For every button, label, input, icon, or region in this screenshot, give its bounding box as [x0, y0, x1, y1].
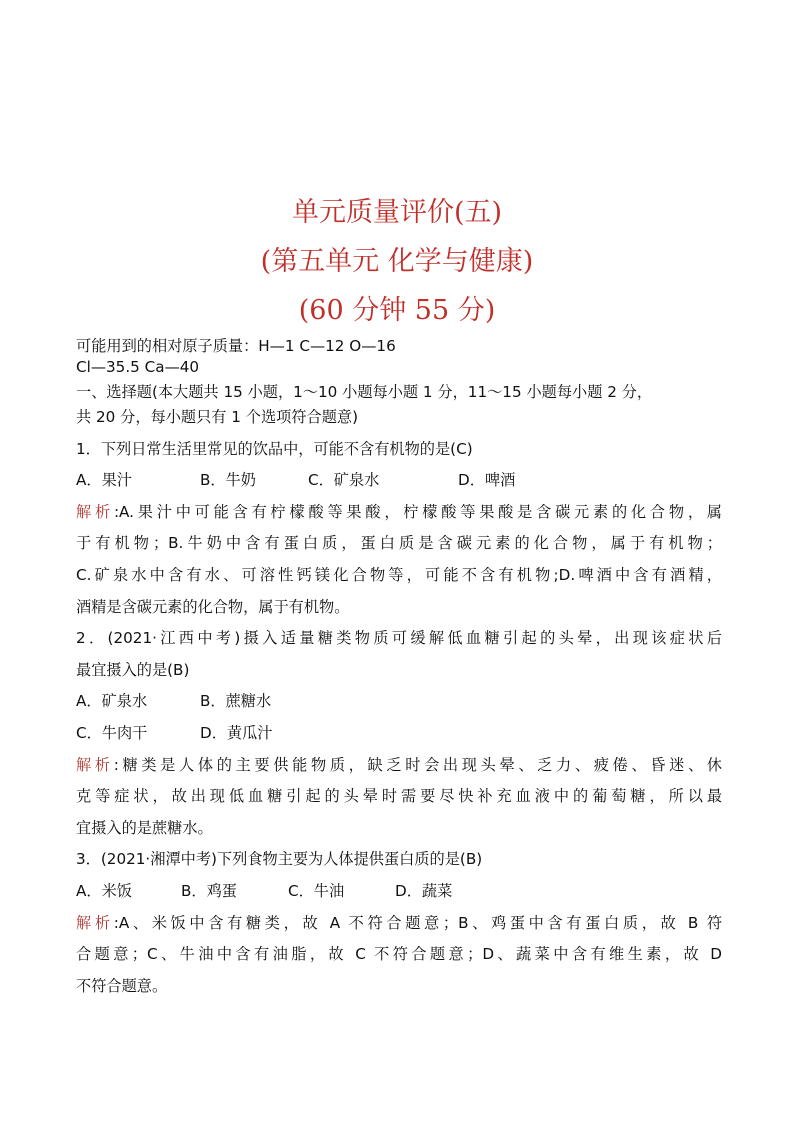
atomic-mass-line-1: 可能用到的相对原子质量：H—1 C—12 O—16 [76, 337, 396, 355]
q2-option-c: C．牛肉干 [76, 723, 148, 742]
analysis-label: 解析 [76, 502, 114, 521]
q2-option-d: D．黄瓜汁 [200, 723, 273, 742]
q3-option-d: D．蔬菜 [395, 881, 453, 900]
q3-analysis-text: :A、米饭中含有糖类，故 A 不符合题意；B、鸡蛋中含有蛋白质，故 B 符 [113, 913, 723, 932]
q2-options-row-2 [76, 718, 722, 750]
q2-analysis-text: :糖类是人体的主要供能物质，缺乏时会出现头晕、乏力、疲倦、昏迷、休 [113, 755, 722, 774]
q3-option-a: A．米饭 [76, 881, 132, 900]
q1-options [76, 465, 722, 497]
q2-option-a: A．矿泉水 [76, 692, 148, 711]
time-score-line: (60 分钟 55 分) [298, 295, 496, 326]
q1-analysis-text: :A.果汁中可能含有柠檬酸等果酸，柠檬酸等果酸是含碳元素的化合物，属 [113, 502, 722, 521]
q3-option-c: C．牛油 [288, 881, 345, 900]
content-body [76, 336, 722, 1002]
q2-stem-line-2: 最宜摄入的是(B) [76, 660, 190, 679]
q1-option-b: B．牛奶 [200, 471, 256, 490]
page-title: 单元质量评价(五) [291, 197, 503, 228]
q3-options [76, 876, 722, 908]
q1-option-d: D．啤酒 [458, 471, 516, 490]
analysis-label: 解析 [76, 755, 114, 774]
q1-analysis-line-3: C.矿泉水中含有水、可溶性钙镁化合物等，可能不含有机物;D.啤酒中含有酒精， [76, 565, 722, 584]
q2-analysis-line-3: 宜摄入的是蔗糖水。 [76, 818, 213, 837]
title-block [0, 188, 794, 335]
q1-analysis-line-4: 酒精是含碳元素的化合物，属于有机物。 [76, 597, 350, 616]
q3-analysis-line-3: 不符合题意。 [76, 976, 168, 995]
q1-option-a: A．果汁 [76, 471, 132, 490]
analysis-label: 解析 [76, 913, 114, 932]
q2-analysis-line-1 [76, 750, 722, 782]
q3-stem: 3．(2021·湘潭中考)下列食物主要为人体提供蛋白质的是(B) [76, 850, 483, 869]
q3-analysis-line-1 [76, 908, 722, 940]
q3-analysis-line-2: 合题意；C、牛油中含有油脂，故 C 不符合题意；D、蔬菜中含有维生素，故 D [76, 945, 722, 964]
q1-stem: 1．下列日常生活里常见的饮品中，可能不含有机物的是(C) [76, 439, 473, 458]
unit-subtitle: (第五单元 化学与健康) [260, 246, 534, 277]
q2-analysis-line-2: 克等症状，故出现低血糖引起的头晕时需要尽快补充血液中的葡萄糖，所以最 [76, 787, 722, 806]
q1-analysis-line-1 [76, 497, 722, 529]
q2-option-b: B．蔗糖水 [200, 692, 272, 711]
q1-analysis-line-2: 于有机物；B.牛奶中含有蛋白质，蛋白质是含碳元素的化合物，属于有机物； [76, 534, 722, 553]
section-heading-line-2: 共 20 分，每小题只有 1 个选项符合题意) [76, 408, 359, 426]
atomic-mass-line-2: Cl—35.5 Ca—40 [76, 358, 200, 376]
q3-option-b: B．鸡蛋 [181, 881, 237, 900]
q2-options-row-1 [76, 686, 722, 718]
q1-option-c: C．矿泉水 [308, 471, 380, 490]
section-heading-line-1: 一、选择题(本大题共 15 小题，1～10 小题每小题 1 分，11～15 小题每小题 2 分， [76, 383, 653, 401]
q2-stem-line-1: 2．(2021·江西中考)摄入适量糖类物质可缓解低血糖引起的头晕，出现该症状后 [76, 629, 722, 648]
